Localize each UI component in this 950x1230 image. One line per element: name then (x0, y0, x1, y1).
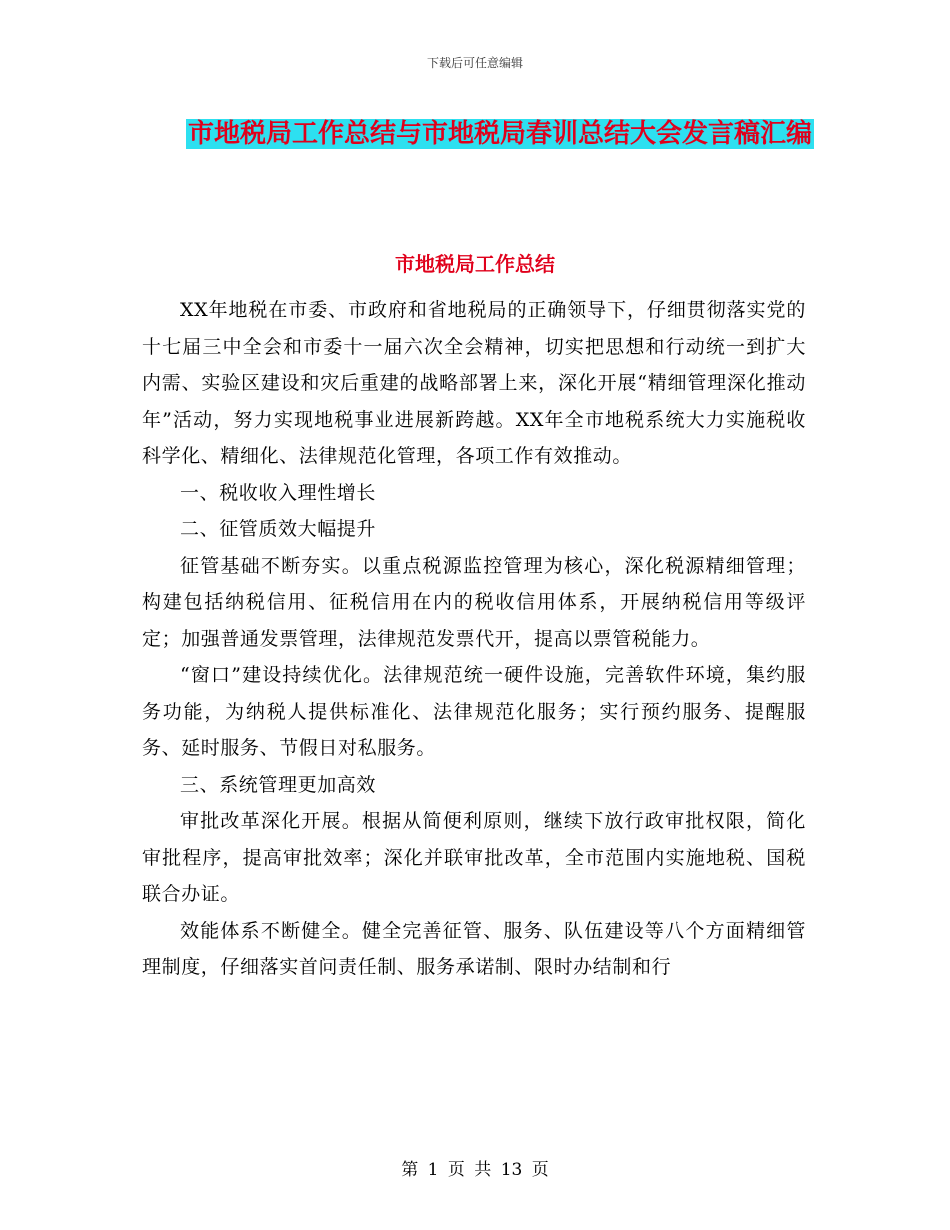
paragraph: 征管基础不断夯实。以重点税源监控管理为核心，深化税源精细管理；构建包括纳税信用、征税信用在内的税收信用体系，开展纳税信用等级评定；加强普通发票管理，法律规范发票代开，提高以票管税能力。 (142, 554, 806, 650)
document-title (150, 112, 850, 157)
document-title-text: 市地税局工作总结与市地税局春训总结大会发言稿汇编 (187, 119, 812, 149)
document-body (142, 292, 806, 986)
section-heading: 市地税局工作总结 (395, 252, 555, 276)
paragraph: XX年地税在市委、市政府和省地税局的正确领导下，仔细贯彻落实党的十七届三中全会和市委十一届六次全会精神，切实把思想和行动统一到扩大内需、实验区建设和灾后重建的战略部署上来，深化开展“精细管理深化推动年”活动，努力实现地税事业进展新跨越。XX年全市地税系统大力实施税收科学化、精细化、法律规范化管理，各项工作有效推动。 (142, 299, 806, 467)
header-note: 下载后可任意编辑 (426, 56, 523, 70)
paragraph: 三、系统管理更加高效 (180, 773, 377, 796)
page-number-footer: 第 1 页 共 13 页 (401, 1160, 549, 1180)
paragraph: 一、税收收入理性增长 (180, 481, 377, 504)
paragraph: 二、征管质效大幅提升 (180, 518, 377, 540)
paragraph: 效能体系不断健全。健全完善征管、服务、队伍建设等八个方面精细管理制度，仔细落实首问责任制、服务承诺制、限时办结制和行 (142, 919, 806, 978)
paragraph: “窗口”建设持续优化。法律规范统一硬件设施，完善软件环境，集约服务功能，为纳税人提供标准化、法律规范化服务；实行预约服务、提醒服务、延时服务、节假日对私服务。 (142, 664, 806, 759)
paragraph: 审批改革深化开展。根据从简便利原则，继续下放行政审批权限，简化审批程序，提高审批效率；深化并联审批改革，全市范围内实施地税、国税联合办证。 (142, 810, 806, 905)
